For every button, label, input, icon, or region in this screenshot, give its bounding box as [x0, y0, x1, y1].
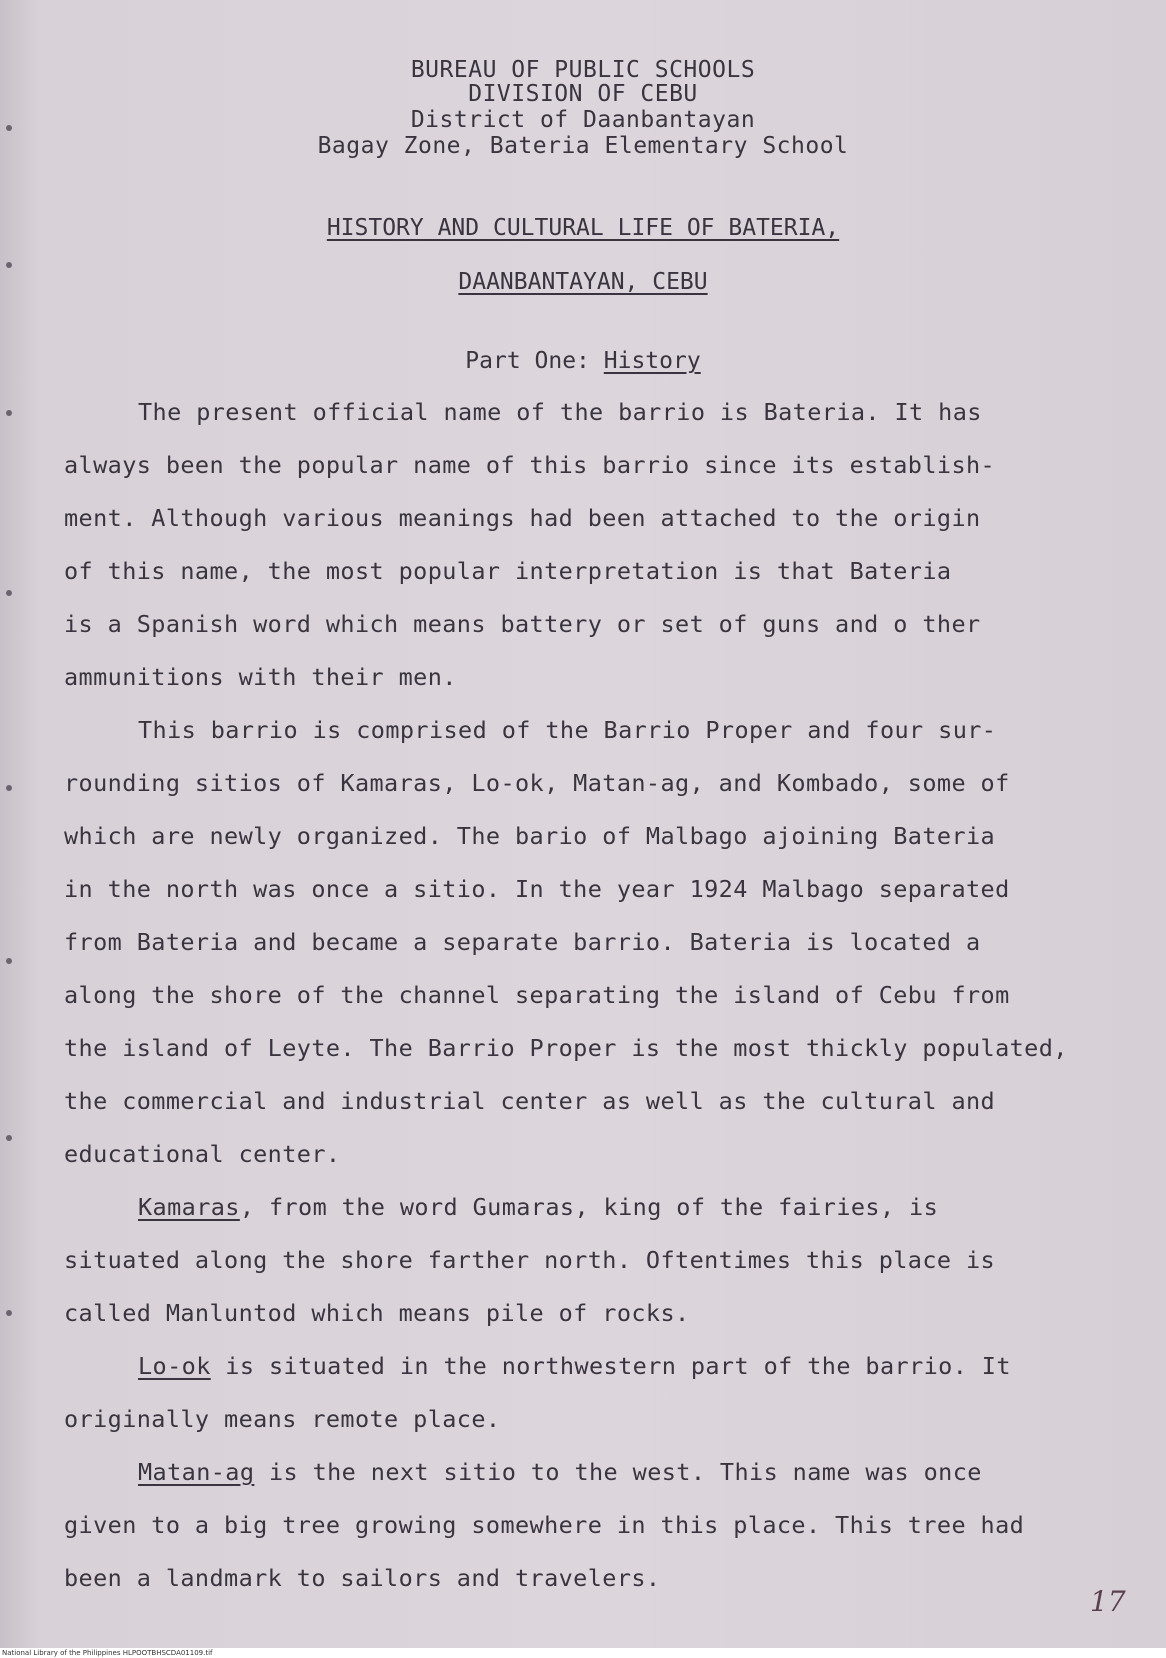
- text-line: from Bateria and became a separate barrio. Bateria is located a: [64, 928, 981, 956]
- text-line: been a landmark to sailors and travelers.: [64, 1564, 661, 1592]
- header-division: DIVISION OF CEBU: [468, 81, 698, 107]
- text-span: , from the word Gumaras, king of the fairies, is: [239, 1193, 939, 1221]
- text-line: is a Spanish word which means battery or set of guns and o ther: [64, 610, 981, 638]
- text-line: [138, 1193, 1166, 1221]
- text-line: rounding sitios of Kamaras, Lo-ok, Matan-ag, and Kombado, some of: [64, 769, 1010, 797]
- term-matan-ag: Matan-ag: [138, 1458, 255, 1486]
- text-line: always been the popular name of this barrio since its establish-: [64, 451, 996, 479]
- binding-hole: [6, 1135, 12, 1141]
- title-text-2: DAANBANTAYAN, CEBU: [458, 269, 708, 295]
- text-line: the island of Leyte. The Barrio Proper is the most thickly populated,: [64, 1034, 1068, 1062]
- text-line: originally means remote place.: [64, 1405, 501, 1433]
- header-bureau: BUREAU OF PUBLIC SCHOOLS: [410, 57, 756, 83]
- section-prefix: Part One:: [465, 348, 604, 374]
- section-name: History: [603, 348, 701, 374]
- text-span: is the next sitio to the west. This name was once: [254, 1458, 982, 1486]
- binding-hole: [6, 410, 12, 416]
- binding-hole: [6, 590, 12, 596]
- header-district: District of Daanbantayan: [410, 107, 756, 133]
- header-school: Bagay Zone, Bateria Elementary School: [317, 133, 849, 159]
- term-lo-ok: Lo-ok: [138, 1352, 211, 1380]
- text-line: educational center.: [64, 1140, 341, 1168]
- binding-hole: [6, 958, 12, 964]
- text-line: [138, 1458, 1166, 1486]
- text-line: situated along the shore farther north. Oftentimes this place is: [64, 1246, 996, 1274]
- title-text-1: HISTORY AND CULTURAL LIFE OF BATERIA,: [326, 215, 840, 241]
- text-line: the commercial and industrial center as well as the cultural and: [64, 1087, 996, 1115]
- section-heading: [0, 348, 1166, 374]
- text-line: of this name, the most popular interpretation is that Bateria: [64, 557, 952, 585]
- term-kamaras: Kamaras: [138, 1193, 240, 1221]
- text-line: called Manluntod which means pile of rocks.: [64, 1299, 690, 1327]
- text-line: which are newly organized. The bario of Malbago ajoining Bateria: [64, 822, 996, 850]
- text-line: [138, 1352, 1166, 1380]
- binding-hole: [6, 1310, 12, 1316]
- text-line: in the north was once a sitio. In the year 1924 Malbago separated: [64, 875, 1010, 903]
- text-line: given to a big tree growing somewhere in this place. This tree had: [64, 1511, 1025, 1539]
- document-title-line-1: [0, 215, 1166, 241]
- text-line: The present official name of the barrio is Bateria. It has: [138, 398, 982, 426]
- text-line: along the shore of the channel separating the island of Cebu from: [64, 981, 1010, 1009]
- binding-hole: [6, 785, 12, 791]
- archive-footer: National Library of the Philippines HLPOOTBHSCDA01109.tif: [0, 1648, 1166, 1658]
- binding-holes: [0, 0, 20, 1658]
- text-line: ment. Although various meanings had been attached to the origin: [64, 504, 981, 532]
- page-number: 17: [1090, 1585, 1126, 1618]
- text-line: This barrio is comprised of the Barrio Proper and four sur-: [138, 716, 997, 744]
- text-line: ammunitions with their men.: [64, 663, 457, 691]
- text-span: is situated in the northwestern part of the barrio. It: [210, 1352, 1011, 1380]
- document-title-line-2: [0, 269, 1166, 295]
- binding-hole: [6, 262, 12, 268]
